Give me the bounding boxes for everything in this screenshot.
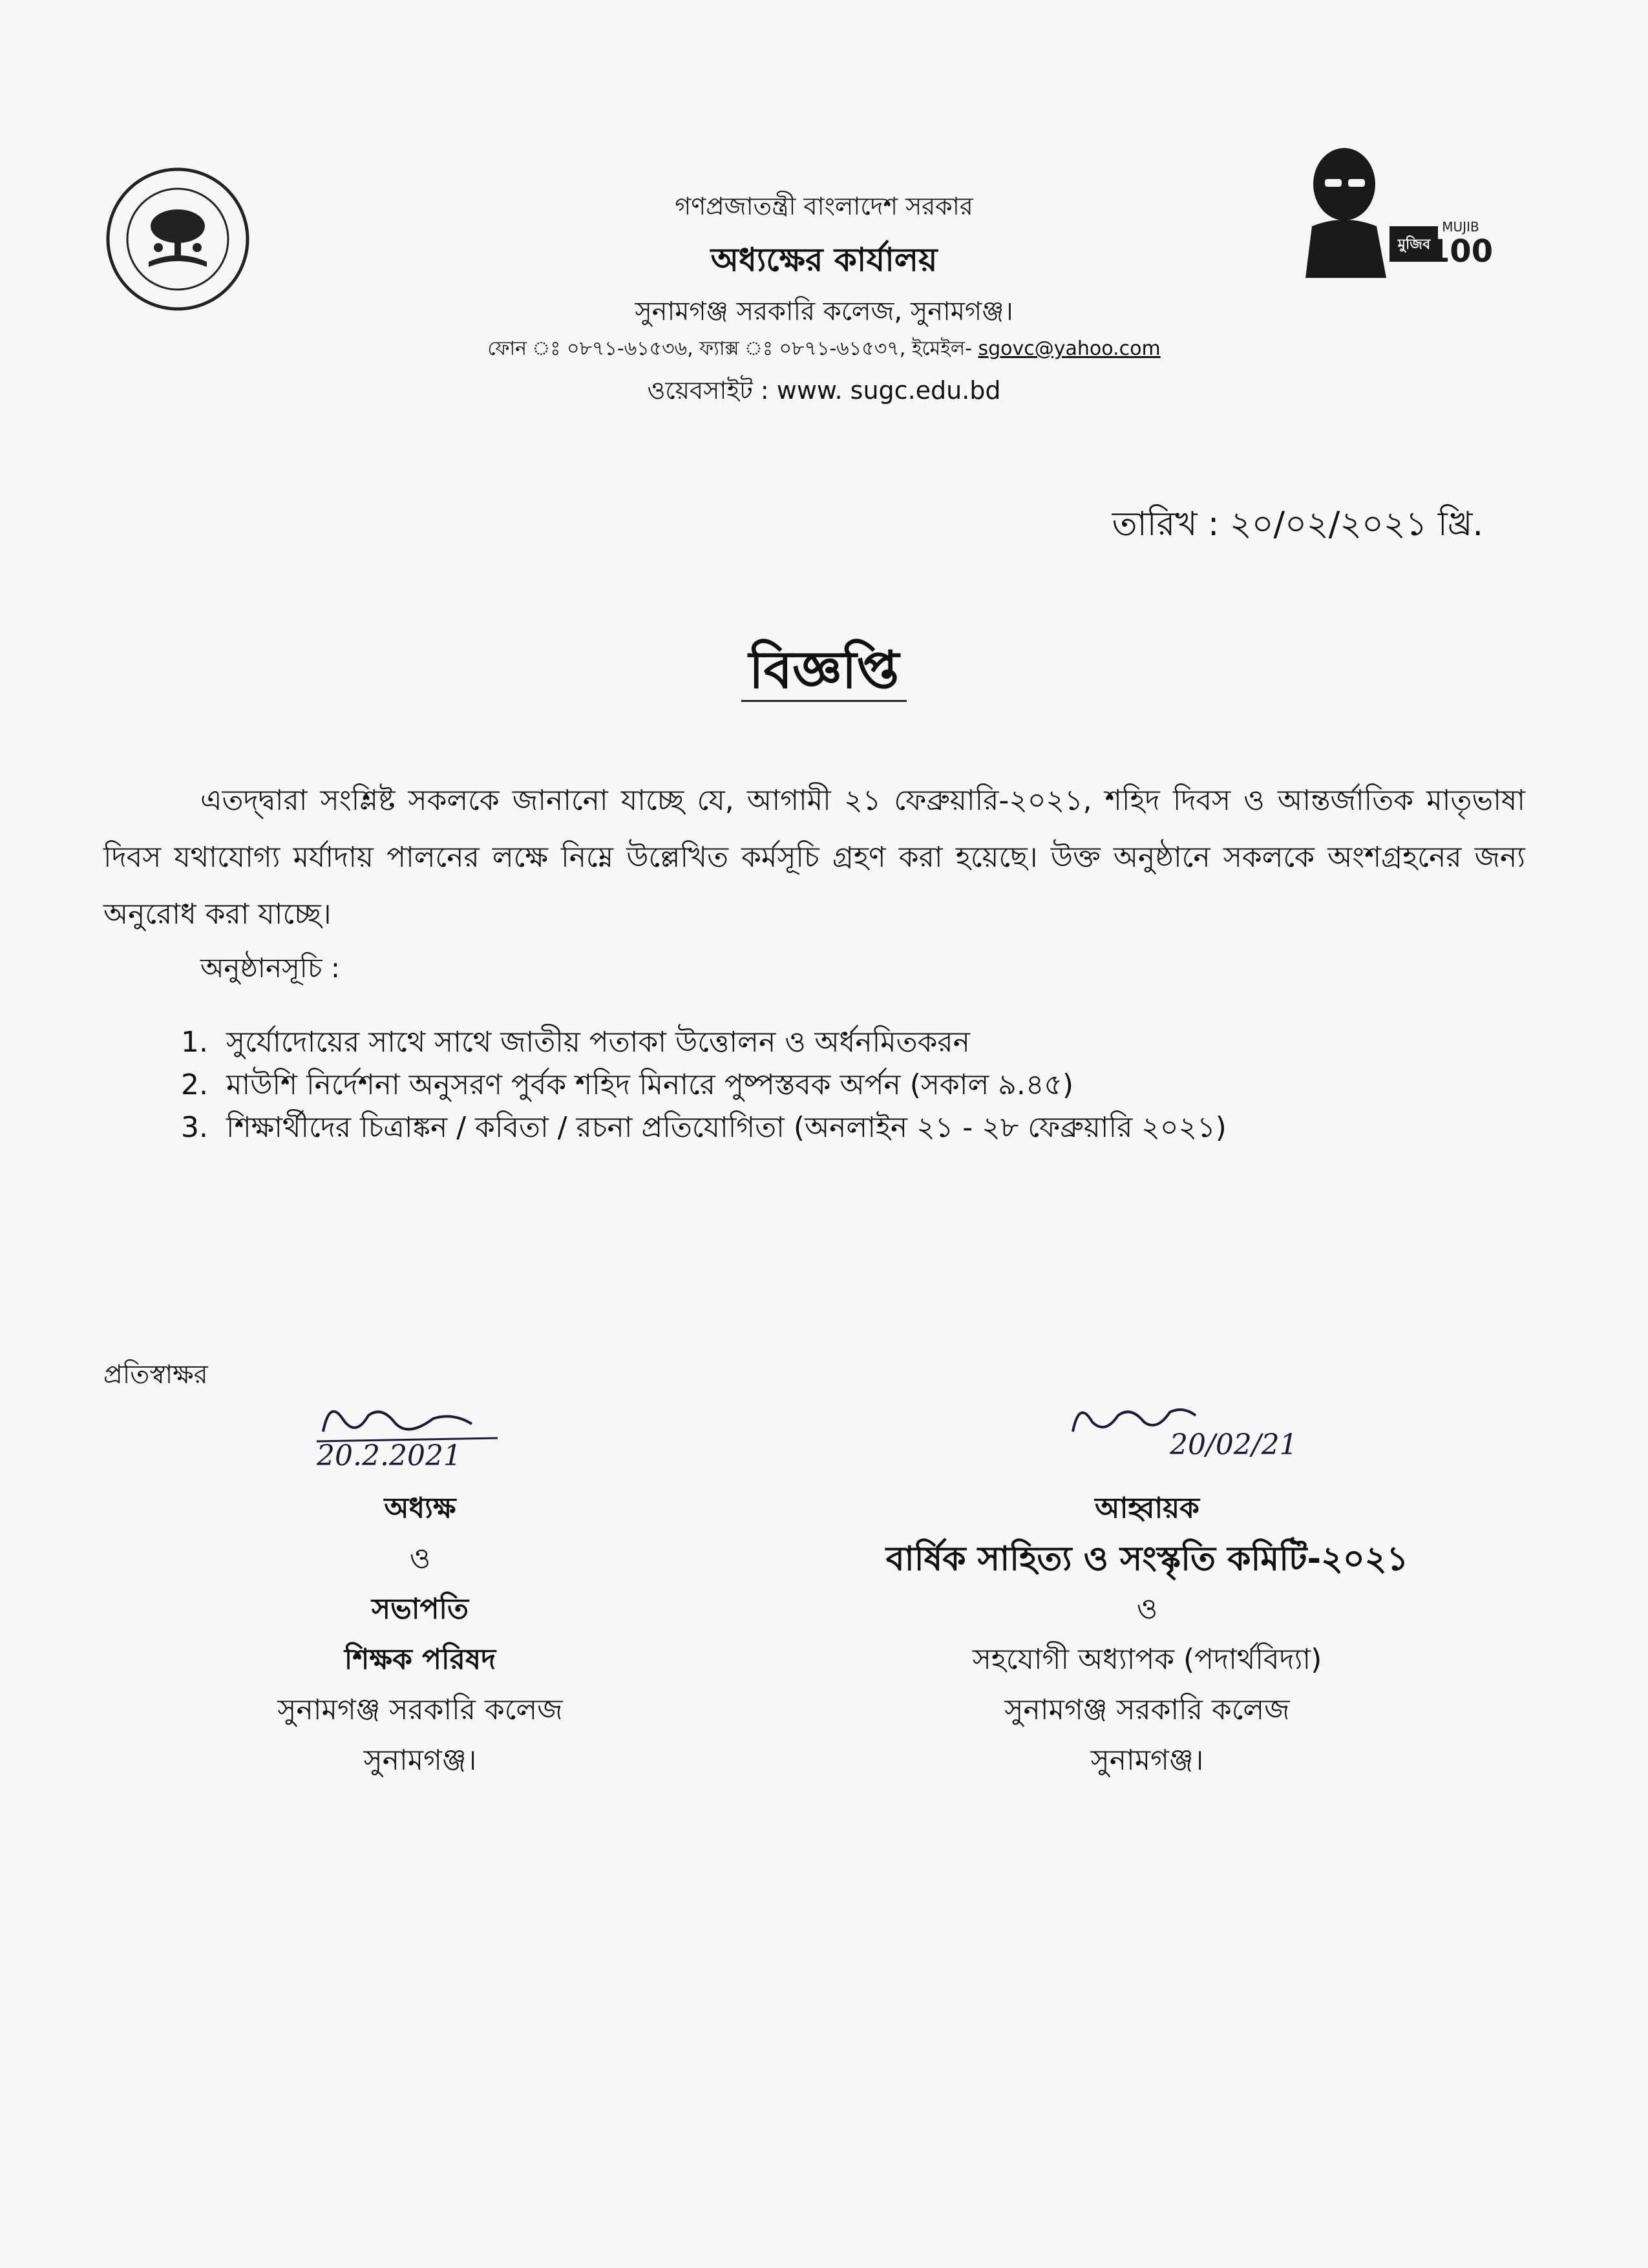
svg-text:মুজিব: মুজিব <box>1397 237 1431 253</box>
schedule-list <box>181 1021 1474 1149</box>
principal-sign-date: 20.2.2021 <box>317 1439 461 1472</box>
schedule-item-number: 3. <box>181 1111 208 1144</box>
convener-city: সুনামগঞ্জ। <box>1090 1744 1204 1777</box>
schedule-label: অনুষ্ঠানসূচি : <box>200 952 340 984</box>
principal-college: সুনামগঞ্জ সরকারি কলেজ <box>277 1693 563 1726</box>
countersign-label: প্রতিস্বাক্ষর <box>103 1360 208 1390</box>
notice-body: এতদ্দ্বারা সংশ্লিষ্ট সকলকে জানানো যাচ্ছে যে, আগামী ২১ ফেব্রুয়ারি-২০২১, শহিদ দিবস ও আন্তর্জাতিক মাতৃভাষা দিবস যথাযোগ্য মর্যাদায় পালনের লক্ষে নিম্নে উল্লেখিত কর্মসূচি গ্রহণ করা হয়েছে। উক্ত অনুষ্ঠানে সকলকে অংশগ্রহনের জন্য অনুরোধ করা যাচ্ছে। <box>103 784 1525 931</box>
principal-title: অধ্যক্ষ <box>384 1492 456 1525</box>
schedule-item-text: শিক্ষার্থীদের চিত্রাঙ্কন / কবিতা / রচনা প্রতিযোগিতা (অনলাইন ২১ - ২৮ ফেব্রুয়ারি ২০২১) <box>226 1111 1227 1144</box>
principal-and: ও <box>409 1542 431 1575</box>
email-link[interactable]: sgovc@yahoo.com <box>978 337 1161 360</box>
convener-college: সুনামগঞ্জ সরকারি কলেজ <box>1004 1693 1290 1726</box>
schedule-item <box>181 1021 1474 1064</box>
contact-phone-fax: ফোন ঃ ০৮৭১-৬১৫৩৬, ফ্যাক্স ঃ ০৮৭১-৬১৫৩৭, ইমেইল- <box>487 337 978 360</box>
schedule-item <box>181 1107 1474 1149</box>
convener-designation: সহযোগী অধ্যাপক (পদার্থবিদ্যা) <box>972 1643 1322 1676</box>
schedule-item-number: 1. <box>181 1026 208 1059</box>
schedule-item-text: সুর্যোদোয়ের সাথে সাথে জাতীয় পতাকা উত্তোলন ও অর্ধনমিতকরন <box>226 1026 970 1059</box>
principal-signature <box>194 1386 646 1483</box>
convener-title: আহ্বায়ক <box>1095 1492 1199 1525</box>
svg-text:100: 100 <box>1428 233 1494 270</box>
contact-line <box>0 333 1648 366</box>
convener-and: ও <box>1136 1593 1158 1626</box>
principal-chair: সভাপতি <box>371 1593 469 1626</box>
convener-signature-block <box>808 1386 1486 1786</box>
convener-signature <box>808 1386 1486 1483</box>
website-line: ওয়েবসাইট : www. sugc.edu.bd <box>647 376 1001 405</box>
government-name: গণপ্রজাতন্ত্রী বাংলাদেশ সরকার <box>675 192 973 220</box>
principal-signature-block <box>194 1386 646 1786</box>
college-address: সুনামগঞ্জ সরকারি কলেজ, সুনামগঞ্জ। <box>635 297 1013 326</box>
office-name: অধ্যক্ষের কার্যালয় <box>710 241 938 279</box>
schedule-item-number: 2. <box>181 1068 208 1101</box>
teachers-council: শিক্ষক পরিষদ <box>344 1643 496 1676</box>
notice-date: তারিখ : ২০/০২/২০২১ খ্রি. <box>1112 505 1483 544</box>
principal-city: সুনামগঞ্জ। <box>363 1744 477 1777</box>
notice-title <box>0 630 1648 717</box>
svg-text:MUJIB: MUJIB <box>1442 219 1479 235</box>
schedule-item <box>181 1064 1474 1107</box>
convener-sign-date: 20/02/21 <box>1170 1428 1298 1461</box>
schedule-item-text: মাউশি নির্দেশনা অনুসরণ পুর্বক শহিদ মিনারে পুষ্পস্তবক অর্পন (সকাল ৯.৪৫) <box>226 1068 1074 1101</box>
notice-title-text: বিজ্ঞপ্তি <box>741 640 907 702</box>
committee-name: বার্ষিক সাহিত্য ও সংস্কৃতি কমিটি-২০২১ <box>885 1540 1409 1578</box>
